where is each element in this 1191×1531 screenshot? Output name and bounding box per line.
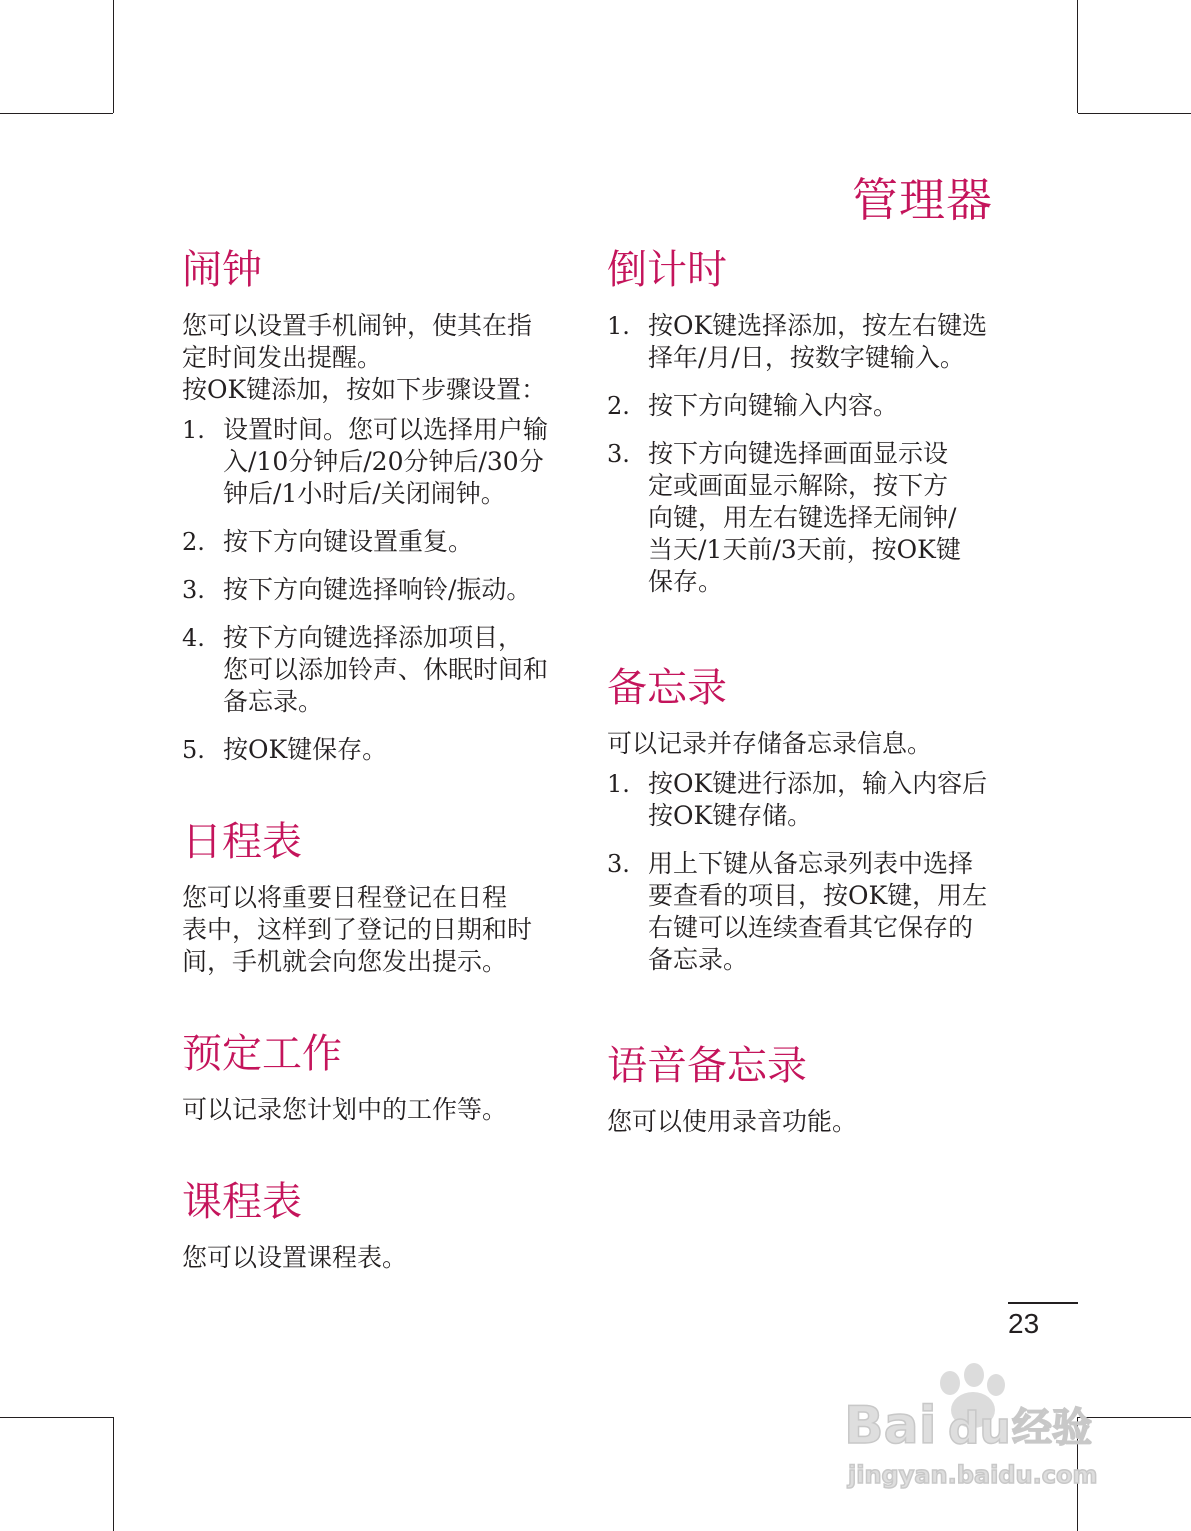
- step-text: 钟后/1小时后/关闭闹钟。: [223, 479, 506, 508]
- step-text: 备忘录。: [223, 687, 324, 716]
- step-text: 向键，用左右键选择无闹钟/: [648, 503, 957, 532]
- body-line: 可以记录并存储备忘录信息。: [607, 729, 933, 758]
- voice-memo-heading: 语音备忘录: [607, 1043, 807, 1089]
- timetable-heading: 课程表: [182, 1179, 302, 1225]
- watermark-brand-cn: 经验: [1012, 1405, 1092, 1451]
- step-text: 定或画面显示解除，按下方: [648, 471, 949, 500]
- step-text: 当天/1天前/3天前，按OK键: [648, 535, 961, 564]
- countdown-heading: 倒计时: [607, 247, 727, 293]
- step-number: 1.: [182, 416, 205, 444]
- crop-mark: [113, 0, 114, 113]
- body-line: 您可以使用录音功能。: [607, 1107, 858, 1136]
- page-number: 23: [1008, 1308, 1040, 1339]
- step-number: 2.: [607, 392, 630, 420]
- countdown-step: [607, 438, 997, 598]
- alarm-steps: [182, 414, 572, 766]
- watermark-brand-right: du: [948, 1403, 1011, 1454]
- tasks-body: [182, 1094, 572, 1126]
- step-text: 备忘录。: [648, 945, 749, 974]
- right-column: [607, 240, 997, 1184]
- countdown-step: [607, 390, 997, 422]
- step-number: 3.: [607, 850, 630, 878]
- step-text: 择年/月/日，按数字键输入。: [648, 343, 965, 372]
- alarm-section: [182, 240, 572, 766]
- step-text: 入/10分钟后/20分钟后/30分: [223, 447, 544, 476]
- step-text: 按下方向键选择画面显示设: [648, 439, 949, 468]
- left-column: [182, 240, 572, 1320]
- step-text: 按下方向键选择响铃/振动。: [223, 575, 532, 604]
- memo-steps: [607, 768, 997, 976]
- step-text: 按下方向键设置重复。: [223, 527, 474, 556]
- watermark-url: jingyan.baidu.com: [848, 1461, 1098, 1489]
- step-text: 按OK键存储。: [648, 801, 813, 830]
- alarm-step: [182, 526, 572, 558]
- step-number: 5.: [182, 736, 205, 764]
- step-text: 设置时间。您可以选择用户输: [223, 415, 549, 444]
- alarm-heading: 闹钟: [182, 247, 262, 293]
- memo-section: [607, 658, 997, 976]
- memo-intro: [607, 728, 997, 760]
- step-text: 按OK键进行添加，输入内容后: [648, 769, 988, 798]
- step-text: 按下方向键选择添加项目，: [223, 623, 524, 652]
- timetable-body: [182, 1242, 572, 1274]
- memo-heading: 备忘录: [607, 665, 727, 711]
- alarm-intro: [182, 310, 572, 406]
- page-number-rule: [1008, 1302, 1078, 1304]
- step-text: 要查看的项目，按OK键，用左: [648, 881, 988, 910]
- alarm-step: [182, 414, 572, 510]
- alarm-step: [182, 734, 572, 766]
- tasks-heading: 预定工作: [182, 1031, 342, 1077]
- step-number: 1.: [607, 312, 630, 340]
- crop-mark: [1077, 0, 1078, 113]
- alarm-step: [182, 622, 572, 718]
- step-text: 您可以添加铃声、休眠时间和: [223, 655, 549, 684]
- body-line: 可以记录您计划中的工作等。: [182, 1095, 508, 1124]
- step-text: 右键可以连续查看其它保存的: [648, 913, 974, 942]
- crop-mark: [1078, 113, 1191, 114]
- body-line: 您可以将重要日程登记在日程: [182, 883, 508, 912]
- step-number: 3.: [182, 576, 205, 604]
- body-line: 表中，这样到了登记的日期和时: [182, 915, 533, 944]
- crop-mark: [113, 1417, 114, 1531]
- body-line: 您可以设置课程表。: [182, 1243, 408, 1272]
- alarm-step: [182, 574, 572, 606]
- countdown-step: [607, 310, 997, 374]
- crop-mark: [0, 113, 113, 114]
- body-line: 间，手机就会向您发出提示。: [182, 947, 508, 976]
- memo-step: [607, 768, 997, 832]
- schedule-heading: 日程表: [182, 819, 302, 865]
- step-text: 保存。: [648, 567, 724, 596]
- voice-memo-section: [607, 1036, 997, 1138]
- timetable-section: [182, 1172, 572, 1274]
- schedule-section: [182, 812, 572, 978]
- step-text: 用上下键从备忘录列表中选择: [648, 849, 974, 878]
- tasks-section: [182, 1024, 572, 1126]
- step-text: 按下方向键输入内容。: [648, 391, 899, 420]
- step-text: 按OK键保存。: [223, 735, 388, 764]
- page-title: 管理器: [852, 173, 993, 227]
- alarm-intro-line: 按OK键添加，按如下步骤设置：: [182, 375, 547, 404]
- memo-step: [607, 848, 997, 976]
- step-number: 3.: [607, 440, 630, 468]
- countdown-steps: [607, 310, 997, 598]
- alarm-intro-line: 定时间发出提醒。: [182, 343, 383, 372]
- voice-memo-body: [607, 1106, 997, 1138]
- schedule-body: [182, 882, 572, 978]
- step-number: 1.: [607, 770, 630, 798]
- crop-mark: [0, 1417, 113, 1418]
- countdown-section: [607, 240, 997, 598]
- step-text: 按OK键选择添加，按左右键选: [648, 311, 988, 340]
- watermark-brand-left: Bai: [844, 1396, 937, 1456]
- alarm-intro-line: 您可以设置手机闹钟，使其在指: [182, 311, 533, 340]
- step-number: 4.: [182, 624, 205, 652]
- step-number: 2.: [182, 528, 205, 556]
- baidu-watermark: [840, 1355, 1140, 1495]
